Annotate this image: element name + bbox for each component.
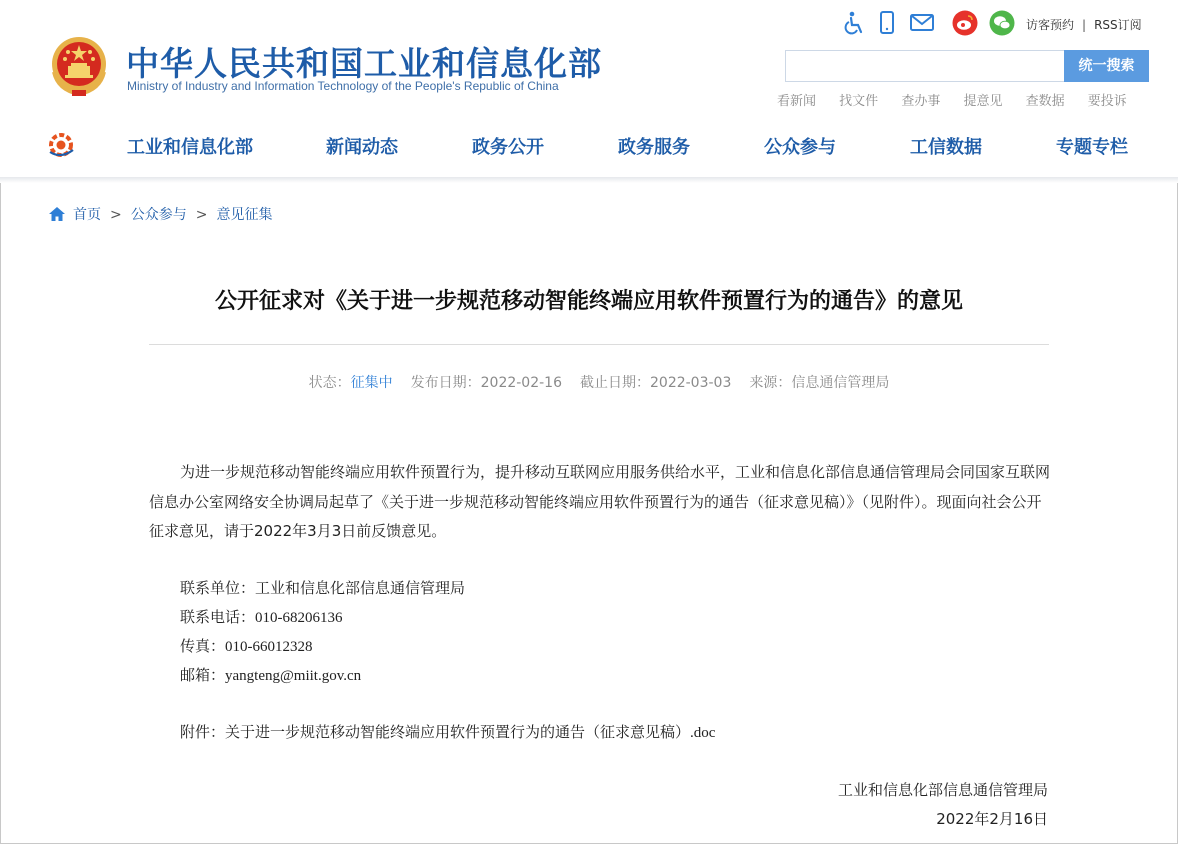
- attachment-link[interactable]: 附件：关于进一步规范移动智能终端应用软件预置行为的通告（征求意见稿）.doc: [180, 725, 716, 741]
- top-link-separator: |: [1082, 18, 1087, 32]
- nav-item-services[interactable]: 政务服务: [618, 137, 690, 158]
- top-links: [1026, 16, 1142, 33]
- status-value: 征集中: [350, 375, 393, 391]
- quick-link-news[interactable]: 看新闻: [777, 94, 817, 109]
- mobile-icon[interactable]: [874, 10, 900, 36]
- breadcrumb-home[interactable]: 首页: [73, 207, 101, 223]
- quick-link-feedback[interactable]: 提意见: [963, 94, 1003, 109]
- search-input[interactable]: [785, 50, 1065, 82]
- rss-link[interactable]: RSS订阅: [1094, 18, 1142, 32]
- breadcrumb-consultation[interactable]: 意见征集: [216, 207, 273, 223]
- source-label: 来源：: [749, 375, 792, 391]
- contact-unit: 联系单位：工业和信息化部信息通信管理局: [180, 581, 466, 597]
- article-body-paragraph: 为进一步规范移动智能终端应用软件预置行为，提升移动互联网应用服务供给水平，工业和信息化部信息通信管理局会同国家互联网信息办公室网络安全协调局起草了《关于进一步规范移动智能终端应用软件预置行为的通告（征求意见稿）》（见附件）。现面向社会公开征求意见，请于2022年3月3日前反馈意见。: [149, 463, 1051, 540]
- breadcrumb-participation[interactable]: 公众参与: [130, 207, 187, 223]
- article-meta: [0, 372, 1178, 392]
- accessibility-icon[interactable]: [840, 10, 866, 36]
- quick-link-complaint[interactable]: 要投诉: [1087, 94, 1127, 109]
- deadline-label: 截止日期：: [580, 375, 650, 391]
- quick-link-services[interactable]: 查办事: [901, 94, 941, 109]
- wechat-icon[interactable]: [989, 10, 1015, 36]
- breadcrumb-separator: >: [195, 207, 208, 223]
- title-divider: [149, 344, 1049, 345]
- nav-item-data[interactable]: 工信数据: [910, 137, 982, 158]
- main-nav: [0, 133, 1178, 161]
- home-icon[interactable]: [49, 207, 65, 221]
- nav-item-ministry[interactable]: 工业和信息化部: [127, 137, 253, 158]
- national-emblem-icon[interactable]: [48, 34, 110, 98]
- nav-item-government-affairs[interactable]: 政务公开: [472, 137, 544, 158]
- publish-date: 2022-02-16: [480, 375, 562, 391]
- quick-link-files[interactable]: 找文件: [839, 94, 879, 109]
- site-header: [0, 0, 1178, 180]
- site-subtitle: Ministry of Industry and Information Technology of the People's Republic of China: [127, 79, 559, 93]
- publish-date-label: 发布日期：: [410, 375, 481, 391]
- contact-email: 邮箱：yangteng@miit.gov.cn: [180, 668, 362, 684]
- contact-fax: 传真：010-66012328: [180, 639, 313, 655]
- weibo-icon[interactable]: [952, 10, 978, 36]
- quick-link-data[interactable]: 查数据: [1025, 94, 1065, 109]
- status-label: 状态：: [308, 375, 351, 391]
- quick-links: [777, 90, 1146, 109]
- nav-item-news[interactable]: 新闻动态: [326, 137, 398, 158]
- deadline-date: 2022-03-03: [650, 375, 732, 391]
- nav-item-topics[interactable]: 专题专栏: [1056, 137, 1128, 158]
- nav-divider: [0, 177, 1178, 183]
- signature-date: 2022年2月16日: [936, 810, 1048, 828]
- visitor-booking-link[interactable]: 访客预约: [1026, 18, 1075, 32]
- mail-icon[interactable]: [909, 10, 935, 36]
- site-title[interactable]: 中华人民共和国工业和信息化部: [126, 44, 602, 83]
- breadcrumb-separator: >: [110, 207, 122, 223]
- breadcrumb: [49, 204, 272, 224]
- nav-item-participation[interactable]: 公众参与: [764, 137, 836, 158]
- signature-department: 工业和信息化部信息通信管理局: [837, 781, 1048, 799]
- search-button[interactable]: 统一搜索: [1064, 50, 1149, 82]
- contact-phone: 联系电话：010-68206136: [180, 610, 343, 626]
- source-value: 信息通信管理局: [791, 375, 890, 391]
- article-title: 公开征求对《关于进一步规范移动智能终端应用软件预置行为的通告》的意见: [214, 289, 963, 314]
